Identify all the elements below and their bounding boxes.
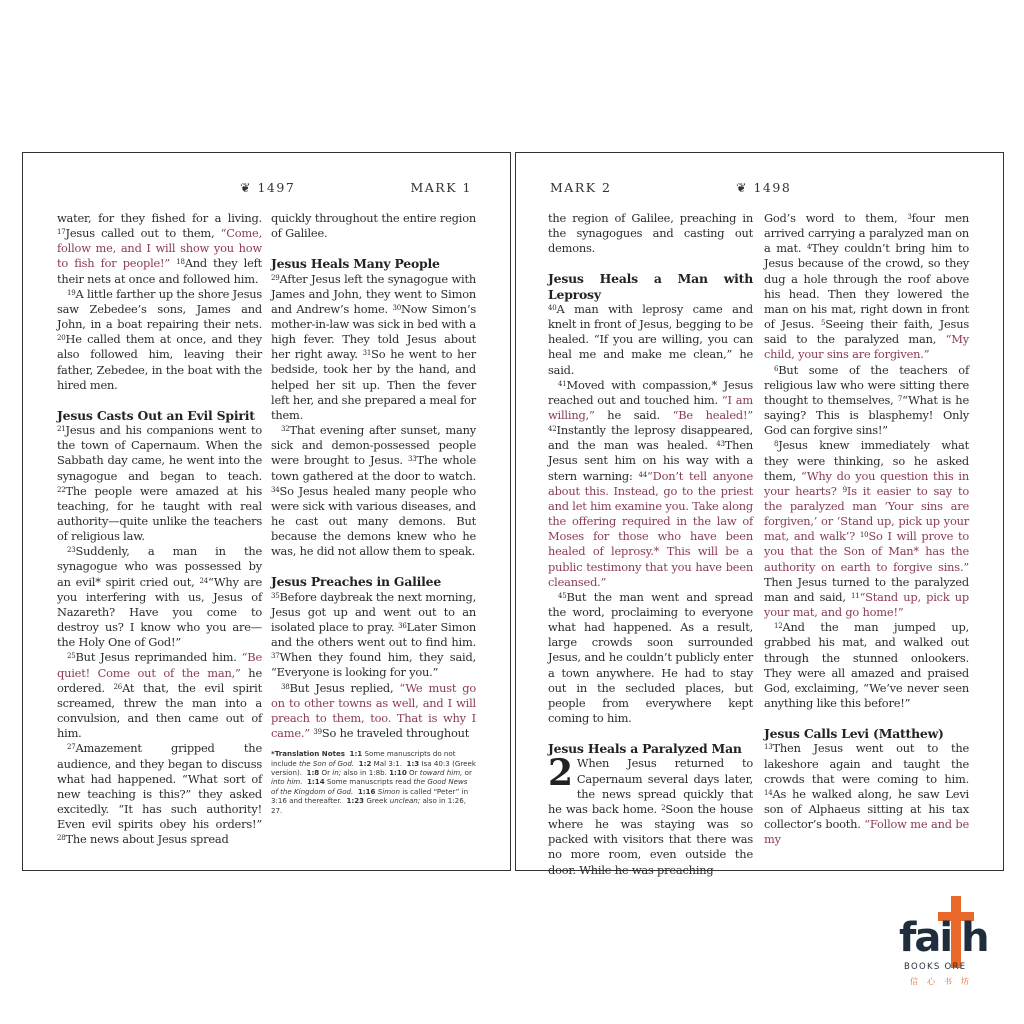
verse-number: 38 bbox=[281, 682, 290, 691]
right-bible-page bbox=[515, 152, 1004, 877]
faith-bookstore-logo bbox=[896, 892, 996, 992]
spacer bbox=[271, 559, 476, 574]
verse-number: 37 bbox=[271, 652, 280, 661]
section-heading: Jesus Heals Many People bbox=[271, 256, 440, 272]
red-letter-text: Is it easier to say to the paralyzed man ‘Your sins are forgiven,’ or ‘Stand up, pick up your mat, and walk’? bbox=[764, 483, 970, 544]
left-bible-page bbox=[22, 152, 511, 871]
text-column bbox=[764, 211, 969, 847]
verse-number: 29 bbox=[271, 273, 280, 282]
red-letter-text: “Why do you question this in your hearts? bbox=[764, 468, 969, 498]
red-letter-text: So I will prove to you that the Son of Man* has the authority on earth to forgive sins.” bbox=[764, 529, 969, 574]
verse-number: 19 bbox=[67, 288, 76, 297]
spacer bbox=[548, 726, 753, 741]
verse-number: 36 bbox=[398, 622, 407, 630]
red-letter-text: “Follow me and be my bbox=[764, 817, 969, 847]
verse-number: 5 bbox=[820, 319, 826, 328]
verse-number: 28 bbox=[57, 834, 66, 843]
verse-number: 22 bbox=[57, 485, 66, 494]
verse-number: 35 bbox=[271, 591, 280, 600]
verse-number: 12 bbox=[774, 622, 783, 631]
verse-number: 31 bbox=[362, 349, 372, 358]
verse-number: 13 bbox=[764, 743, 773, 752]
translation-notes: *Translation Notes 1:1 Some manuscripts do not include the Son of God. 1:2 Mal 3:1. 1:3 Isa 40:3 (Greek version). 1:8 Or in; also in 1:8b. 1:10 Or toward him, or into him. 1:14 Some manuscripts read the Good News of the Kingdom of God. 1:16 Simon is called “Peter” in 3:16 and thereafter. 1:23 Greek unclean; also in 1:26, 27. bbox=[271, 749, 476, 815]
text-column bbox=[271, 211, 476, 815]
red-letter-text: “My child, your sins are forgiven.” bbox=[764, 332, 969, 362]
verse-number: 18 bbox=[176, 258, 185, 267]
verse-number: 45 bbox=[558, 591, 567, 600]
verse-paragraph: $^{23}$Suddenly, a man in the synagogue who was possessed by an evil* spirit cried out, $^{24}$“Why are you interfering with us, Jesus of Nazareth? Have you come to destroy us? I know who you are—the Holy One of God!” bbox=[57, 544, 262, 650]
verse-paragraph: $^{35}$Before daybreak the next morning, Jesus got up and went out to an isolated place to pray. $^{36}$Later Simon and the others went out to find him. $^{37}$When they found him, they said, “Everyone is looking for you.” bbox=[271, 589, 476, 680]
verse-number: 8 bbox=[774, 440, 779, 449]
verse-paragraph: God’s word to them, $^3$four men arrived carrying a paralyzed man on a mat. $^4$They couldn’t bring him to Jesus because of the crowd, so they dug a hole through the roof above his head. Then they lowered the man on his mat, right down in front of Jesus. $^5$Seeing their faith, Jesus said to the paralyzed man, “My child, your sins are forgiven.” bbox=[764, 211, 969, 362]
verse-number: 14 bbox=[764, 788, 773, 797]
verse-paragraph: $^{21}$Jesus and his companions went to the town of Capernaum. When the Sabbath day came, he went into the synagogue and began to teach. $^{22}$The people were amazed at his teaching, for he taught with real authority—quite unlike the teachers of religious law. bbox=[57, 423, 262, 544]
spacer bbox=[57, 393, 262, 408]
verse-number: 7 bbox=[897, 394, 903, 403]
text-column bbox=[57, 211, 262, 847]
spacer bbox=[764, 711, 969, 726]
red-letter-text: “Be quiet! Come out of the man,” bbox=[57, 650, 262, 680]
spacer bbox=[548, 256, 753, 271]
verse-number: 40 bbox=[548, 303, 557, 312]
red-letter-text: “Don’t tell anyone about this. Instead, go to the priest and let him examine you. Take along the offering required in the law of Moses for those who have been healed of leprosy.* This will be a public testimony that you have been cleansed.” bbox=[548, 468, 753, 589]
verse-number: 33 bbox=[407, 455, 417, 464]
verse-paragraph: $^{41}$Moved with compassion,* Jesus reached out and touched him. “I am willing,” he said. “Be healed!” $^{42}$Instantly the leprosy disappeared, and the man was healed. $^{43}$Then Jesus sent him on his way with a stern warning: $^{44}$“Don’t tell anyone about this. Instead, go to the priest and let him examine you. Take along the offering required in the law of Moses for those who have been healed of leprosy.* This will be a public testimony that you have been cleansed.” bbox=[548, 377, 753, 589]
chapter-start-paragraph: 2 When Jesus returned to Capernaum several days later, the news spread quickly that he was back home. $^2$Soon the house where he was staying was so packed with visitors that there was no more room, even outside the door. While he was preaching bbox=[548, 752, 753, 877]
verse-paragraph: the region of Galilee, preaching in the synagogues and casting out demons. bbox=[548, 211, 753, 256]
verse-number: 4 bbox=[806, 243, 812, 252]
verse-paragraph: $^{27}$Amazement gripped the audience, and they began to discuss what had happened. “What sort of new teaching is this?” they asked excitedly. “It has such authority! Even evil spirits obey his orders!” $^{28}$The news about Jesus spread bbox=[57, 741, 262, 847]
verse-number: 44 bbox=[638, 470, 648, 479]
verse-number: 24 bbox=[199, 576, 208, 585]
verse-number: 34 bbox=[271, 485, 280, 494]
verse-number: 25 bbox=[67, 652, 76, 661]
verse-number: 21 bbox=[57, 425, 66, 434]
page-marker-icon: ❦ bbox=[240, 180, 252, 195]
spacer bbox=[271, 241, 476, 256]
verse-number: 2 bbox=[661, 803, 666, 812]
page-marker-icon: ❦ bbox=[736, 180, 748, 195]
verse-paragraph: $^{32}$That evening after sunset, many sick and demon-possessed people were brought to Jesus. $^{33}$The whole town gathered at the door to watch. $^{34}$So Jesus healed many people who were sick with various diseases, and he cast out many demons. But because the demons knew who he was, he did not allow them to speak. bbox=[271, 423, 476, 559]
red-letter-text: “I am willing,” bbox=[548, 392, 753, 422]
verse-number: 27 bbox=[67, 743, 76, 752]
verse-paragraph: $^{29}$After Jesus left the synagogue with James and John, they went to Simon and Andrew’s home. $^{30}$Now Simon’s mother-in-law was sick in bed with a high fever. They told Jesus about her right away. $^{31}$So he went to her bedside, took her by the hand, and helped her sit up. Then the fever left her, and she prepared a meal for them. bbox=[271, 271, 477, 422]
verse-paragraph: $^{40}$A man with leprosy came and knelt in front of Jesus, begging to be healed. “If you are willing, you can heal me and make me clean,” he said. bbox=[548, 301, 753, 377]
verse-paragraph: $^{25}$But Jesus reprimanded him. “Be quiet! Come out of the man,” he ordered. $^{26}$At that, the evil spirit screamed, threw the man into a convulsion, and then came out of him. bbox=[57, 650, 262, 741]
verse-paragraph: $^{19}$A little farther up the shore Jesus saw Zebedee’s sons, James and John, in a boat repairing their nets. $^{20}$He called them at once, and they also followed him, leaving their father, Zebedee, in the boat with the hired men. bbox=[57, 286, 262, 392]
section-heading: Jesus Heals a Man with Leprosy bbox=[548, 271, 753, 302]
verse-paragraph: $^{12}$And the man jumped up, grabbed his mat, and walked out through the stunned onlookers. They were all amazed and praised God, exclaiming, “We’ve never seen anything like this before!” bbox=[764, 620, 969, 710]
verse-paragraph: $^8$Jesus knew immediately what they were thinking, so he asked them, “Why do you question this in your hearts? $^9$Is it easier to say to the paralyzed man ‘Your sins are forgiven,’ or ‘Stand up, pick up your mat, and walk’? $^{10}$So I will prove to you that the Son of Man* has the authority on earth to forgive sins.” Then Jesus turned to the paralyzed man and said, $^{11}$“Stand up, pick up your mat, and go home!” bbox=[764, 438, 970, 620]
verse-number: 32 bbox=[281, 425, 290, 434]
page-number: ❦ 1497 bbox=[240, 180, 296, 195]
verse-paragraph: $^6$But some of the teachers of religious law who were sitting there thought to themselves, $^7$“What is he saying? This is blasphemy! Only God can forgive sins!” bbox=[764, 362, 969, 438]
verse-number: 9 bbox=[842, 485, 847, 494]
verse-number: 3 bbox=[907, 213, 912, 221]
verse-paragraph: quickly throughout the entire region of Galilee. bbox=[271, 211, 476, 241]
red-letter-text: “Come, follow me, and I will show you how to fish for people!” bbox=[57, 226, 262, 271]
verse-number: 26 bbox=[113, 682, 123, 691]
verse-number: 20 bbox=[57, 334, 66, 343]
logo-wordmark: fai h bbox=[899, 915, 988, 961]
verse-number: 11 bbox=[851, 591, 860, 600]
page-number: ❦ 1498 bbox=[736, 180, 792, 195]
running-header-book: MARK 1 bbox=[410, 180, 472, 195]
verse-number: 23 bbox=[67, 546, 76, 555]
logo-chinese: 信心书坊 bbox=[910, 977, 978, 986]
verse-number: 6 bbox=[774, 364, 779, 373]
verse-number: 43 bbox=[716, 440, 725, 449]
section-heading: Jesus Heals a Paralyzed Man bbox=[548, 741, 742, 757]
verse-paragraph: $^{13}$Then Jesus went out to the lakeshore again and taught the crowds that were coming to him. $^{14}$As he walked along, he saw Levi son of Alphaeus sitting at his tax collector’s booth. “Follow me and be my bbox=[764, 741, 969, 847]
verse-number: 30 bbox=[392, 303, 401, 312]
section-heading: Jesus Calls Levi (Matthew) bbox=[764, 726, 944, 742]
logo-subtitle: BOOKS ORE bbox=[904, 962, 967, 972]
verse-paragraph: $^{45}$But the man went and spread the word, proclaiming to everyone what had happened. As a result, large crowds soon surrounded Jesus, and he couldn’t publicly enter a town anywhere. He had to stay out in the secluded places, but people from everywhere kept coming to him. bbox=[548, 589, 753, 726]
verse-number: 42 bbox=[548, 425, 557, 434]
verse-paragraph: $^{38}$But Jesus replied, “We must go on to other towns as well, and I will preach to them, too. That is why I came.” $^{39}$So he traveled throughout bbox=[271, 680, 476, 741]
verse-number: 41 bbox=[558, 379, 567, 388]
section-heading: Jesus Casts Out an Evil Spirit bbox=[57, 407, 255, 423]
chapter-number: 2 bbox=[548, 752, 573, 795]
verse-number: 39 bbox=[313, 728, 322, 737]
text-column bbox=[548, 211, 753, 878]
running-header-book: MARK 2 bbox=[550, 180, 612, 195]
red-letter-text: “We must go on to other towns as well, and I will preach to them, too. That is why I came.” bbox=[271, 680, 476, 741]
verse-number: 17 bbox=[57, 228, 66, 237]
verse-paragraph: water, for they fished for a living. $^{17}$Jesus called out to them, “Come, follow me, and I will show you how to fish for people!” $^{18}$And they left their nets at once and followed him. bbox=[57, 211, 263, 286]
red-letter-text: “Be healed!” bbox=[672, 407, 753, 422]
section-heading: Jesus Preaches in Galilee bbox=[271, 574, 442, 590]
verse-number: 10 bbox=[859, 531, 869, 540]
red-letter-text: “Stand up, pick up your mat, and go home!” bbox=[764, 589, 969, 620]
